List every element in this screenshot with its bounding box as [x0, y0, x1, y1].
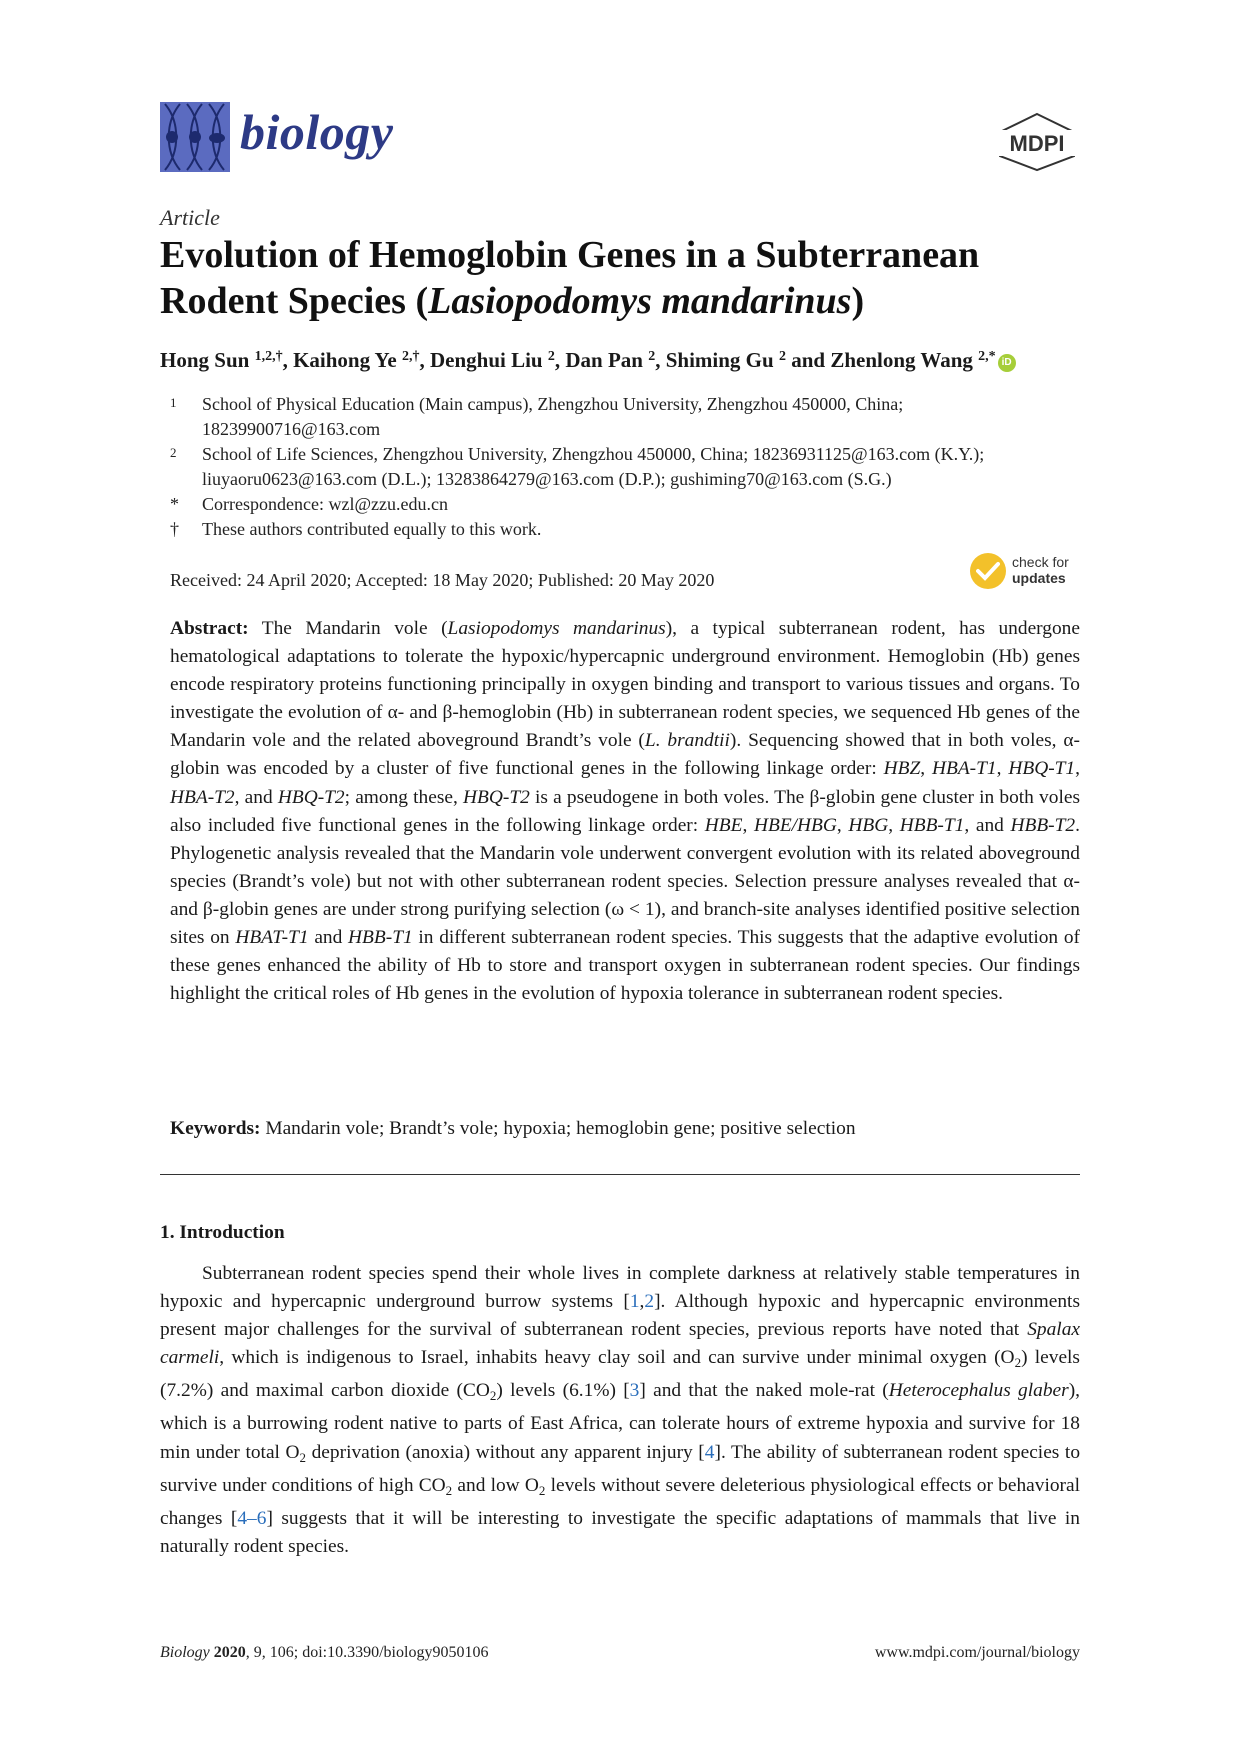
abstract-text: and — [308, 927, 349, 949]
reference-link[interactable]: 3 — [629, 1380, 640, 1402]
article-type: Article — [160, 205, 220, 230]
body-text: levels without severe deleterious physiological effects or behavioral changes [ — [160, 1474, 1080, 1529]
body-text: , which is indigenous to Israel, inhabits heavy clay soil and can survive under minimal oxygen (O — [219, 1347, 1015, 1369]
body-text: deprivation (anoxia) without any apparent injury [ — [306, 1441, 705, 1463]
body-text: ) levels (6.1%) [ — [496, 1380, 630, 1402]
gene-name: HBB-T2 — [1010, 814, 1076, 836]
affiliation-marker: 2 — [170, 445, 177, 460]
equal-contribution-text: These authors contributed equally to this work. — [202, 519, 542, 539]
check-updates-icon — [970, 553, 1006, 589]
title-line-2-post: ) — [851, 280, 865, 322]
author-affiliation-marker: 2 — [547, 349, 555, 364]
author-separator: , — [655, 348, 666, 372]
author-affiliation-marker: 2 — [648, 349, 656, 364]
author[interactable]: Dan Pan — [565, 348, 643, 372]
citation-footer — [160, 1644, 488, 1662]
body-text: ) levels (7.2%) and maximal carbon dioxide (CO — [160, 1347, 1080, 1402]
affiliation-email[interactable]: 18239900716@163.com — [202, 419, 381, 439]
abstract-text: ), a typical subterranean rodent, has undergone hematological adaptations to tolerate the hypoxic/hypercapnic underground environment. Hemoglobin (Hb) genes encode respiratory proteins functioning principally in oxygen binding and transport to various tissues and organs. To investigate the evolution of α- and β-hemoglobin (Hb) in subterranean rodent species, we sequenced Hb genes of the Mandarin vole and the related aboveground Brandt’s vole ( — [170, 618, 1080, 752]
abstract-text: The Mandarin vole ( — [248, 618, 448, 639]
species-name: Heterocephalus glaber — [888, 1380, 1069, 1402]
journal-name: biology — [240, 104, 394, 160]
abstract-text: is a pseudogene in both voles. The β-globin gene cluster in both voles also included five functional genes in the following linkage order: — [170, 786, 1080, 836]
biology-journal-logo-icon — [160, 102, 230, 172]
check-for-updates-button[interactable] — [970, 552, 1082, 592]
body-text: ]. Although hypoxic and hypercapnic environments present major challenges for the survival of subterranean rodent species, previous reports have noted that — [160, 1291, 1080, 1341]
title-line-2 — [160, 278, 1080, 324]
author-separator: , — [554, 348, 566, 372]
subscript: 2 — [1014, 1355, 1022, 1371]
author-list — [160, 348, 1100, 373]
author-separator: , — [282, 348, 294, 372]
affiliation-emails[interactable]: liuyaoru0623@163.com (D.L.); 13283864279@163.com (D.P.); gushiming70@163.com (S.G.) — [202, 469, 892, 489]
gene-name: HBAT-T1 — [235, 927, 309, 949]
reference-link[interactable]: 2 — [644, 1291, 655, 1313]
subscript: 2 — [445, 1482, 453, 1498]
keywords-text: Mandarin vole; Brandt’s vole; hypoxia; hemoglobin gene; positive selection — [260, 1118, 856, 1139]
abstract-text: ; among these, — [344, 786, 464, 808]
check-updates-label-1: check for — [1012, 554, 1069, 570]
gene-name: HBG — [848, 814, 889, 836]
subscript: 2 — [299, 1449, 307, 1465]
equal-contribution-marker: † — [170, 519, 179, 539]
keywords-label: Keywords: — [170, 1118, 261, 1139]
gene-name: HBZ — [883, 758, 921, 780]
gene-name: HBA-T1 — [931, 758, 997, 780]
journal-url[interactable]: www.mdpi.com/journal/biology — [874, 1644, 1080, 1661]
gene-name: HBE/HBG — [753, 814, 837, 836]
abstract-label: Abstract: — [170, 618, 249, 639]
abstract-text: ). Sequencing showed that in both voles, α-globin was encoded by a cluster of five functional genes in the following linkage order: — [170, 730, 1080, 780]
body-text: ), which is a burrowing rodent native to parts of East Africa, can tolerate hours of extreme hypoxia and survive for 18 min under total O — [160, 1380, 1080, 1463]
author[interactable]: Shiming Gu — [665, 348, 774, 372]
author[interactable]: Denghui Liu — [429, 348, 543, 372]
title-species-name: Lasiopodomys mandarinus — [428, 280, 852, 322]
title-line-1: Evolution of Hemoglobin Genes in a Subterranean — [160, 234, 980, 276]
reference-link[interactable]: 1 — [629, 1291, 640, 1313]
author-affiliation-marker: 1,2,† — [254, 349, 283, 364]
author[interactable]: Kaihong Ye — [293, 348, 397, 372]
gene-name: HBE — [704, 814, 743, 836]
gene-name: HBQ-T1 — [1008, 758, 1076, 780]
section-heading: 1. Introduction — [160, 1222, 285, 1243]
author-separator: , — [419, 348, 430, 372]
orcid-icon[interactable]: iD — [998, 354, 1016, 372]
gene-name: HBQ-T2 — [463, 786, 530, 808]
body-text: and low O — [452, 1474, 539, 1496]
species-name: L. brandtii — [644, 730, 730, 752]
abstract-text: . Phylogenetic analysis revealed that the Mandarin vole underwent convergent evolution with its related aboveground species (Brandt’s vole) but not with other subterranean rodent species. Selection pressure analyses revealed that α- and β-globin genes are under strong purifying selection (ω < 1), and branch-site analyses identified positive selection sites on — [170, 814, 1080, 949]
reference-link[interactable]: 4 — [704, 1441, 715, 1463]
section-divider — [160, 1174, 1080, 1175]
footer-year: 2020 — [213, 1644, 246, 1661]
author-affiliation-marker: 2,* — [978, 349, 996, 364]
author[interactable]: Zhenlong Wang — [830, 348, 973, 372]
species-name: Spalax carmeli — [160, 1319, 1080, 1369]
gene-name: HBB-T1 — [899, 814, 965, 836]
footer-doi[interactable]: , 9, 106; doi:10.3390/biology9050106 — [245, 1644, 489, 1661]
mdpi-publisher-logo-icon — [994, 112, 1080, 172]
gene-name: HBA-T2 — [170, 786, 235, 808]
author-separator: and — [785, 348, 831, 372]
subscript: 2 — [489, 1388, 497, 1404]
publisher-name: MDPI — [1009, 131, 1065, 156]
author[interactable]: Hong Sun — [160, 348, 250, 372]
author-affiliation-marker: 2 — [778, 349, 786, 364]
body-text: ]. The ability of subterranean rodent species to survive under conditions of high CO — [160, 1441, 1081, 1496]
affiliation-marker: 1 — [170, 395, 177, 410]
subscript: 2 — [538, 1482, 546, 1498]
keywords — [170, 1118, 1080, 1140]
body-text: Subterranean rodent species spend their whole lives in complete darkness at relatively stable temperatures in hypoxic and hypercapnic underground burrow systems [ — [160, 1263, 1080, 1313]
reference-link[interactable]: 4–6 — [237, 1507, 267, 1529]
footer-journal: Biology — [160, 1644, 210, 1661]
article-title — [160, 232, 1080, 324]
publication-dates: Received: 24 April 2020; Accepted: 18 May 2020; Published: 20 May 2020 — [170, 570, 715, 590]
correspondence-marker: * — [170, 494, 179, 514]
title-line-2-pre: Rodent Species ( — [160, 280, 429, 322]
gene-name: HBQ-T2 — [277, 786, 345, 808]
author-affiliation-marker: 2,† — [401, 349, 420, 364]
correspondence-text[interactable]: Correspondence: wzl@zzu.edu.cn — [202, 494, 448, 514]
abstract: Abstract: The Mandarin vole (Lasiopodomys mandarinus), a typical subterranean rodent, has undergone hematological adaptations to tolerate the hypoxic/hypercapnic underground environment. Hemoglobin (Hb) genes encode respiratory proteins functioning principally in oxygen binding and transport to various tissues and organs. To investigate the evolution of α- and β-hemoglobin (Hb) in subterranean rodent species, we sequenced Hb genes of the Mandarin vole and the related aboveground Brandt’s vole (L. brandtii). Sequencing showed that in both voles, α-globin was encoded by a cluster of five functional genes in the following linkage order: HBZ, HBA-T1, HBQ-T1, HBA-T2, and HBQ-T2; among these, HBQ-T2 is a pseudogene in both voles. The β-globin gene cluster in both voles also included five functional genes in the following linkage order: HBE, HBE/HBG, HBG, HBB-T1, and HBB-T2. Phylogenetic analysis revealed that the Mandarin vole underwent convergent evolution with its related aboveground species (Brandt’s vole) but not with other subterranean rodent species. Selection pressure analyses revealed that α- and β-globin genes are under strong purifying selection (ω < 1), and branch-site analyses identified positive selection sites on HBAT-T1 and HBB-T1 in different subterranean rodent species. This suggests that the adaptive evolution of these genes enhanced the ability of Hb to store and transport oxygen in subterranean rodent species. Our findings highlight the critical roles of Hb genes in the evolution of hypoxia tolerance in subterranean rodent species. — [170, 618, 1080, 1005]
body-text: ] suggests that it will be interesting to investigate the specific adaptations of mammals that live in naturally rodent species. — [160, 1507, 1080, 1557]
gene-name: HBB-T1 — [348, 927, 413, 949]
affiliation-text: School of Life Sciences, Zhengzhou University, Zhengzhou 450000, China; 18236931125@163.com (K.Y.); — [202, 444, 985, 464]
abstract-text: in different subterranean rodent species. This suggests that the adaptive evolution of these genes enhanced the ability of Hb to store and transport oxygen in subterranean rodent species. Our findings highlight the critical roles of Hb genes in the evolution of hypoxia tolerance in subterranean rodent species. — [170, 927, 1080, 1005]
body-text: ] and that the naked mole-rat ( — [639, 1380, 889, 1402]
species-name: Lasiopodomys mandarinus — [447, 618, 666, 639]
check-updates-label-2: updates — [1012, 570, 1066, 586]
introduction-paragraph: Subterranean rodent species spend their whole lives in complete darkness at relatively stable temperatures in hypoxic and hypercapnic underground burrow systems [1,2]. Although hypoxic and hypercapnic environments present major challenges for the survival of subterranean rodent species, previous reports have noted that Spalax carmeli, which is indigenous to Israel, inhabits heavy clay soil and can survive under minimal oxygen $(O_2)$ levels (7.2%) and maximal carbon dioxide $(CO_2)$ levels (6.1%) [3] and that the naked mole-rat (Heterocephalus glaber), which is a burrowing rodent native to parts of East Africa, can tolerate hours of extreme hypoxia and survive for 18 min under total $O_2$ deprivation (anoxia) without any apparent injury [4]. The ability of subterranean rodent species to survive under conditions of high $CO_2$ and low $O_2$ levels without severe deleterious physiological effects or behavioral changes [4–6] suggests that it will be interesting to investigate the specific adaptations of mammals that live in naturally rodent species. — [160, 1263, 1081, 1557]
affiliation-text: School of Physical Education (Main campus), Zhengzhou University, Zhengzhou 450000, China; — [202, 394, 904, 414]
